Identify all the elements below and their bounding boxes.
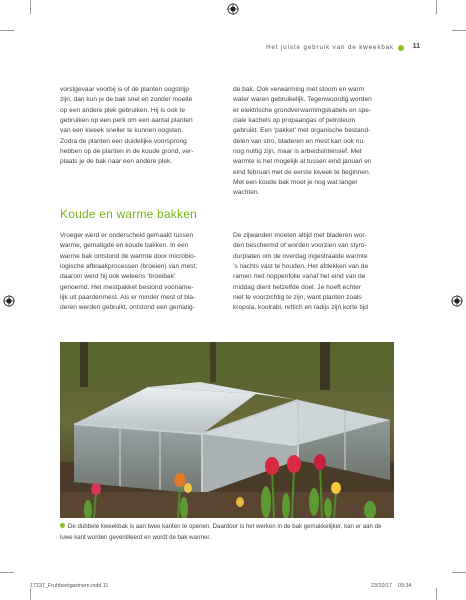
body-paragraph: de bak. Ook verwarming met stoom en warm water waren gebruikelijk. Tegenwoordig worden er elektrische grondverwarmingskabels en spe- ciale kachels op propaangas of petroleum gebruikt. Een ‘pakket’ met organische bestand- delen van stro, bladeren en mest kan ook nu nog nuttig zijn, maar is arbeidsintensief. Met warmte is het mogelijk al tussen eind januari en eind februari met de eerste kweek te beginnen. Met een koude bak moet je nog wat langer wachten. [233, 86, 372, 197]
trim-mark [0, 572, 14, 573]
footer-timestamp [371, 583, 417, 589]
running-title: Het juiste gebruik van de kweekbak [266, 44, 394, 51]
left-column-bottom [60, 231, 216, 314]
right-column-bottom [233, 231, 389, 314]
body-paragraph: De zijwanden moeten altijd met bladeren wor- den beschermd of worden voorzien van styro- durplaten om de overdag ingestraalde warmte ’s nachts vast te houden. Het afdekken van de ramen met noppenfolie vanaf het eind van de middag dient hetzelfde doel. Je hoeft echter niet te voorzichtig te zijn, want planten zoals kropsla, koolrabi, rettich en radijs zijn korte tijd [233, 232, 369, 312]
page-number: 11 [412, 43, 420, 50]
registration-mark-right [451, 295, 463, 307]
trim-mark [436, 588, 437, 600]
right-column-top [233, 85, 389, 199]
caption-text: De dubbele kweekbak is aan twee kanten te openen. Daardoor is het werken in de bak gemakkelijker, kan er aan de luwe kant worden geventileerd en wordt de bak warmer. [60, 523, 382, 541]
body-paragraph: Vroeger werd er onderscheid gemaakt tussen warme, gematigde en koude bakken. In een warme bak ontstond de warmte door microbio- logische afbraakprocessen (broeien) van mest; daarom werd hij ook weleens ‘broeibak’ genoemd. Het mestpakket bestond vooname- lijk uit paardenmest. Als er minder mest of bla- deren werden gebruikt, ontstond een gematig- [60, 232, 198, 312]
trim-mark [0, 30, 14, 31]
cold-frame-photo [60, 342, 394, 518]
photo-caption [60, 522, 395, 543]
trim-mark [30, 0, 31, 14]
bullet-icon [398, 45, 404, 51]
left-column-top [60, 85, 216, 168]
registration-mark-left [3, 295, 15, 307]
footer-file-slug: 17237_Fruhbeetgartnern.indd 11 [30, 583, 109, 589]
bullet-icon [60, 523, 65, 528]
registration-mark-top [227, 3, 239, 15]
body-paragraph: vorstgevaar voorbij is of de planten oogstrijp zijn, dan kun je de bak snel en zonder moeite op een andere plek gebruiken. Hij is ook te gebruiken op een perk om een aantal planten van een kweek sneller te kunnen oogsten. Zodra de planten een duidelijke voorsprong hebben op de planten in de koude grond, ver- plaats je de bak naar een andere plek. [60, 86, 194, 166]
trim-mark [30, 588, 31, 600]
trim-mark [452, 30, 466, 31]
trim-mark [436, 0, 437, 14]
section-heading: Koude en warme bakken [60, 207, 197, 221]
footer-time: 09:34 [397, 583, 412, 589]
footer-date: 23/10/17 [371, 583, 392, 589]
trim-mark [452, 572, 466, 573]
